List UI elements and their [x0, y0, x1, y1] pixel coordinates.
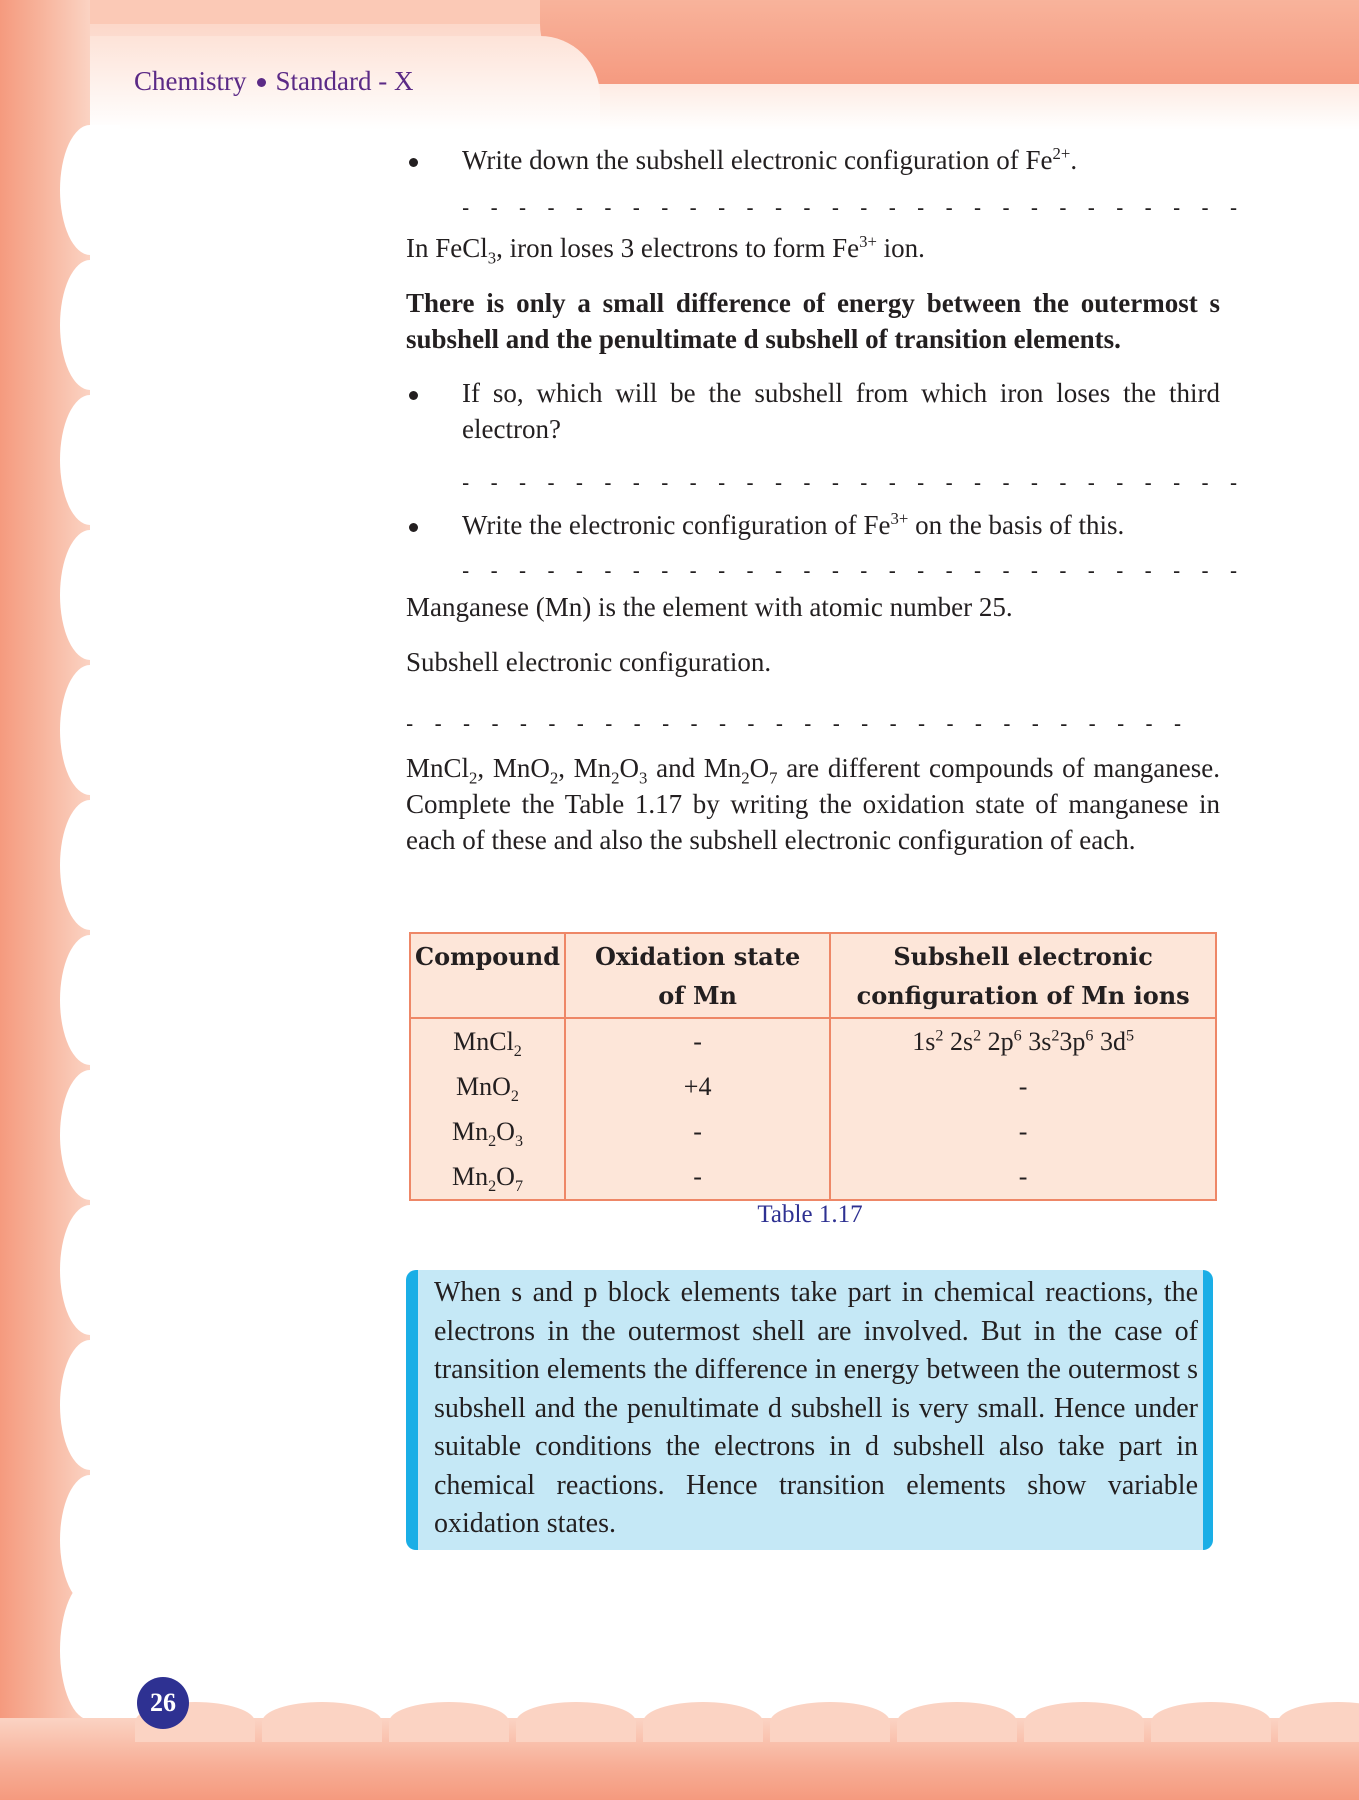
answer-blank[interactable]: - - - - - - - - - - - - - - - - - - - - - - - - - - - -: [462, 470, 1245, 495]
compound-cell: [410, 1018, 565, 1064]
page-frame-left: [0, 0, 90, 1800]
text: and Mn: [647, 753, 742, 783]
subscript: 3: [639, 768, 648, 788]
frame-bump: [1024, 1702, 1144, 1742]
answer-blank[interactable]: - - - - - - - - - - - - - - - - - - - - - - - - - - - -: [406, 711, 1189, 736]
frame-top-tab: [540, 0, 1359, 84]
text: , iron loses 3 electrons to form Fe: [496, 233, 860, 263]
subscript: 3: [487, 248, 497, 268]
superscript: 2: [973, 1026, 982, 1044]
frame-scallop: [60, 935, 120, 1065]
frame-scallop: [60, 260, 120, 390]
subshell-config-label: Subshell electronic configuration.: [406, 647, 772, 677]
subscript: 3: [514, 1132, 523, 1150]
subscript: 2: [488, 1177, 497, 1195]
text: 2s: [943, 1026, 974, 1056]
page-frame-bottom: [0, 1718, 1359, 1800]
standard-label: Standard - X: [275, 66, 414, 96]
oxidation-cell[interactable]: +4: [565, 1064, 830, 1109]
superscript: 5: [1125, 1026, 1135, 1044]
bullet-dot-icon: [409, 391, 418, 400]
config-cell: [830, 1018, 1216, 1064]
subscript: 2: [549, 768, 559, 788]
frame-bump: [389, 1702, 509, 1742]
text: O: [496, 1116, 515, 1146]
frame-scallop: [60, 1205, 120, 1335]
subscript: 2: [611, 768, 620, 788]
compound-cell: [410, 1064, 565, 1109]
oxidation-cell[interactable]: -: [565, 1109, 830, 1154]
bullet-dot-icon: [409, 523, 418, 532]
frame-bump: [262, 1702, 382, 1742]
text: MnO: [456, 1071, 511, 1101]
text: 1s: [912, 1026, 936, 1056]
question-fe2: [406, 142, 1220, 178]
page-number-badge: 26: [137, 1677, 189, 1729]
info-box-text: When s and p block elements take part in chemical reactions, the electrons in the outermost shell are involved. But in the case of transition elements the difference in energy between the outermost s subshell and the penultimate d subshell is very small. Hence under suitable conditions the electrons in d subshell also take part in chemical reactions. Hence transition elements show variable oxidation states.: [434, 1277, 1198, 1539]
text: MnCl: [406, 753, 470, 783]
text: In FeCl: [406, 233, 488, 263]
oxidation-cell[interactable]: -: [565, 1018, 830, 1064]
frame-scallop: [60, 800, 120, 930]
oxidation-state-table: [409, 932, 1217, 1201]
answer-blank[interactable]: - - - - - - - - - - - - - - - - - - - - - - - - - - - -: [462, 195, 1245, 220]
frame-bump: [643, 1702, 763, 1742]
header-line: Subshell electronic: [893, 942, 1153, 971]
question-text: on the basis of this.: [908, 510, 1125, 540]
text: Mn: [451, 1116, 489, 1146]
subscript: 7: [514, 1177, 523, 1195]
frame-scallop: [60, 1070, 120, 1200]
text: O: [496, 1161, 515, 1191]
compounds-intro: [406, 750, 1220, 858]
answer-blank[interactable]: - - - - - - - - - - - - - - - - - - - - - - - - - - - -: [462, 558, 1245, 583]
superscript: 2: [935, 1026, 944, 1044]
superscript: 2: [1051, 1026, 1060, 1044]
text: O: [749, 753, 770, 783]
table-row: [410, 1154, 1216, 1200]
manganese-statement: Manganese (Mn) is the element with atomic number 25.: [406, 592, 1013, 622]
superscript: 3+: [859, 232, 877, 251]
frame-bump: [770, 1702, 890, 1742]
header-line: of Mn: [658, 981, 737, 1010]
info-box: [406, 1270, 1213, 1550]
text: ion.: [876, 233, 925, 263]
header-line: Oxidation state: [595, 942, 801, 971]
table-row: [410, 1109, 1216, 1154]
frame-scallop: [60, 530, 120, 660]
text: 3p: [1059, 1026, 1086, 1056]
fecl3-statement: [406, 230, 1220, 266]
text: are different compounds of manganese. Complete the Table 1.17 by writing the oxidation state of manganese in each of these and also the subshell electronic configuration of each.: [406, 753, 1220, 855]
question-fe3: [406, 507, 1220, 543]
running-head: [134, 66, 413, 97]
frame-scallop: [60, 1340, 120, 1470]
text: 3d: [1093, 1026, 1126, 1056]
table-header-row: [410, 933, 1216, 1018]
question-text: Write the electronic configuration of Fe: [462, 510, 891, 540]
subject-label: Chemistry: [134, 66, 247, 96]
config-cell[interactable]: -: [830, 1064, 1216, 1109]
frame-bump: [516, 1702, 636, 1742]
frame-scallop: [60, 1580, 120, 1720]
frame-bump: [897, 1702, 1017, 1742]
compound-cell: [410, 1154, 565, 1200]
table-caption: Table 1.17: [757, 1201, 863, 1228]
subscript: 7: [769, 768, 778, 788]
superscript: 3+: [890, 509, 909, 528]
question-text: Write down the subshell electronic configuration of Fe: [462, 145, 1053, 175]
main-content: [406, 138, 1245, 858]
config-cell[interactable]: -: [830, 1109, 1216, 1154]
text: Mn: [451, 1161, 489, 1191]
text: , Mn: [558, 753, 612, 783]
subscript: 2: [469, 768, 478, 788]
frame-bump: [1151, 1702, 1271, 1742]
superscript: 6: [1085, 1026, 1094, 1044]
page-frame-top: [0, 0, 1359, 130]
header-compound: Compound: [410, 933, 565, 1018]
bold-statement: There is only a small difference of energy between the outermost s subshell and the penultimate d subshell of transition elements.: [406, 288, 1220, 354]
table-row: [410, 1064, 1216, 1109]
frame-bump: [1278, 1702, 1359, 1742]
subscript: 2: [741, 768, 750, 788]
subscript: 2: [510, 1087, 519, 1105]
header-oxidation-state: [565, 933, 830, 1018]
frame-scallop: [60, 125, 120, 255]
text: 2p: [981, 1026, 1014, 1056]
superscript: 2+: [1052, 144, 1071, 163]
superscript: 6: [1013, 1026, 1022, 1044]
bullet-dot-icon: [257, 78, 266, 87]
question-third-electron: [406, 375, 1220, 447]
bullet-dot-icon: [409, 158, 418, 167]
punctuation: .: [1070, 145, 1078, 175]
text: 3s: [1021, 1026, 1052, 1056]
frame-scallop: [60, 665, 120, 795]
header-subshell-config: [830, 933, 1216, 1018]
compound-cell: [410, 1109, 565, 1154]
subscript: 2: [513, 1042, 522, 1060]
text: O: [619, 753, 640, 783]
subscript: 2: [488, 1132, 497, 1150]
oxidation-cell[interactable]: -: [565, 1154, 830, 1200]
text: , MnO: [477, 753, 550, 783]
header-line: configuration of Mn ions: [856, 981, 1190, 1010]
frame-scallop: [60, 395, 120, 525]
table-row: [410, 1018, 1216, 1064]
text: MnCl: [453, 1026, 514, 1056]
config-cell[interactable]: -: [830, 1154, 1216, 1200]
question-text: If so, which will be the subshell from which iron loses the third electron?: [462, 378, 1220, 444]
